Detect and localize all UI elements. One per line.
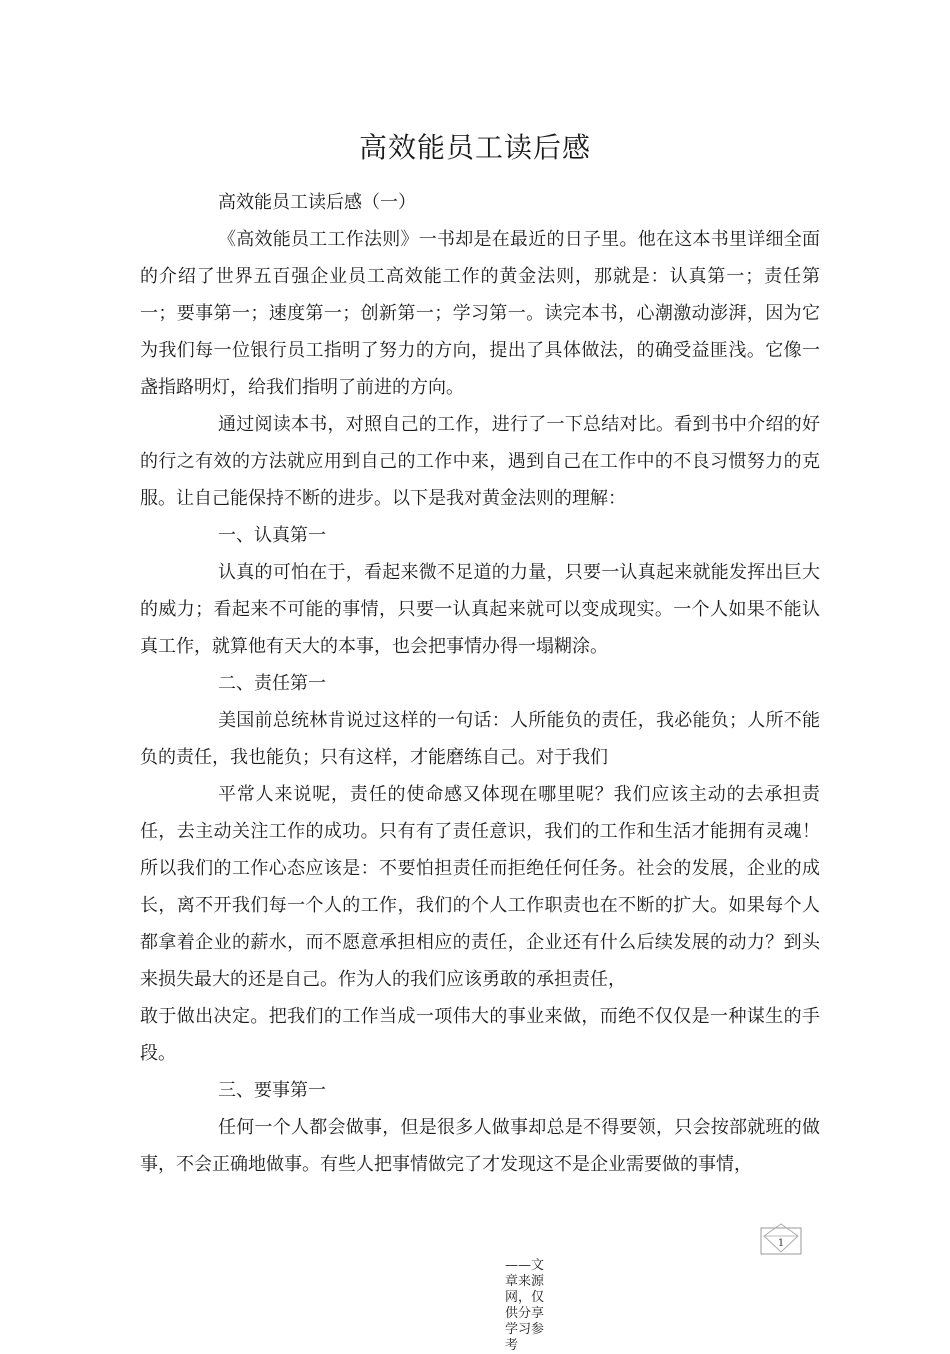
section-heading-3: 三、要事第一 — [218, 1080, 326, 1101]
page-number-badge — [760, 1222, 802, 1256]
section-heading-intro: 高效能员工读后感（一） — [218, 192, 416, 213]
section-heading-1: 一、认真第一 — [218, 525, 326, 546]
paragraph-responsibility: 平常人来说呢，责任的使命感又体现在哪里呢？我们应该主动的去承担责任，去主动关注工作的成功。只有有了责任意识，我们的工作和生活才能拥有灵魂！所以我们的工作心态应该是：不要怕担责任而拒绝任何任务。社会的发展，企业的成长，离不开我们每一个人的工作，我们的个人工作职责也在不断的扩大。如果每个人都拿着企业的薪水，而不愿意承担相应的责任，企业还有什么后续发展的动力？到头来损失最大的还是自己。作为人的我们应该勇敢的承担责任， — [140, 784, 820, 990]
paragraph-earnest: 认真的可怕在于，看起来微不足道的力量，只要一认真起来就能发挥出巨大的威力；看起来不可能的事情，只要一认真起来就可以变成现实。一个人如果不能认真工作，就算他有天大的本事，也会把事情办得一塌糊涂。 — [140, 562, 820, 657]
document-title: 高效能员工读后感 — [358, 131, 591, 164]
page-number: 1 — [777, 1238, 785, 1249]
paragraph-book-intro: 《高效能员工工作法则》一书却是在最近的日子里。他在这本书里详细全面的介绍了世界五百强企业员工高效能工作的黄金法则，那就是：认真第一；责任第一；要事第一；速度第一；创新第一；学习第一。读完本书，心潮激动澎湃，因为它为我们每一位银行员工指明了努力的方向，提出了具体做法，的确受益匪浅。它像一盏指路明灯，给我们指明了前进的方向。 — [140, 229, 820, 398]
footer-note: ——文章来源网，仅供分享学习参考 — [505, 1258, 545, 1353]
section-heading-2: 二、责任第一 — [218, 673, 326, 694]
paragraph-lincoln-quote: 美国前总统林肯说过这样的一句话：人所能负的责任，我必能负；人所不能负的责任，我也能负；只有这样，才能磨练自己。对于我们 — [140, 710, 820, 768]
paragraph-responsibility-cont: 敢于做出决定。把我们的工作当成一项伟大的事业来做，而绝不仅仅是一种谋生的手段。 — [140, 1006, 820, 1064]
document-body — [140, 184, 820, 1183]
paragraph-priorities: 任何一个人都会做事，但是很多人做事却总是不得要领，只会按部就班的做事，不会正确地做事。有些人把事情做完了才发现这不是企业需要做的事情， — [140, 1117, 820, 1175]
paragraph-reflection: 通过阅读本书，对照自己的工作，进行了一下总结对比。看到书中介绍的好的行之有效的方法就应用到自己的工作中来，遇到自己在工作中的不良习惯努力的克服。让自己能保持不断的进步。以下是我对黄金法则的理解： — [140, 414, 820, 509]
